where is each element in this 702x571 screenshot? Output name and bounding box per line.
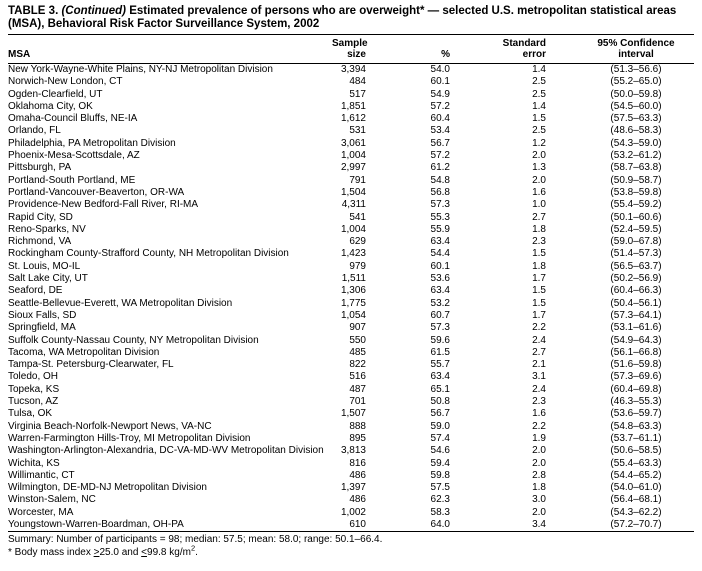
percent-cell: 55.7 bbox=[430, 359, 450, 371]
confidence-interval-cell: (60.4–69.8) bbox=[610, 383, 662, 395]
header-spacer bbox=[380, 35, 464, 50]
percent-cell: 65.1 bbox=[430, 383, 450, 395]
msa-cell: Oklahoma City, OK bbox=[8, 100, 93, 112]
standard-error-cell: 2.4 bbox=[532, 334, 546, 346]
sample-size-cell: 979 bbox=[349, 260, 366, 272]
standard-error-cell: 1.7 bbox=[532, 309, 546, 321]
sample-size-cell: 3,061 bbox=[340, 137, 366, 149]
confidence-interval-cell: (53.6–59.7) bbox=[610, 408, 662, 420]
msa-cell: Portland-South Portland, ME bbox=[8, 174, 136, 186]
confidence-interval-cell: (54.3–62.2) bbox=[610, 506, 662, 518]
confidence-interval-cell: (51.4–57.3) bbox=[610, 248, 662, 260]
table-row bbox=[8, 347, 694, 359]
percent-cell: 60.1 bbox=[430, 76, 450, 88]
msa-cell: Winston-Salem, NC bbox=[8, 494, 96, 506]
confidence-interval-cell: (55.4–59.2) bbox=[610, 199, 662, 211]
standard-error-cell: 1.8 bbox=[532, 260, 546, 272]
msa-cell: Sioux Falls, SD bbox=[8, 309, 77, 321]
table-header bbox=[8, 35, 694, 64]
confidence-interval-cell: (54.0–61.0) bbox=[610, 482, 662, 494]
table-row bbox=[8, 519, 694, 532]
sample-size-cell: 1,423 bbox=[340, 248, 366, 260]
confidence-interval-cell: (52.4–59.5) bbox=[610, 223, 662, 235]
percent-cell: 63.4 bbox=[430, 236, 450, 248]
table-row bbox=[8, 212, 694, 224]
percent-cell: 55.9 bbox=[430, 223, 450, 235]
percent-cell: 54.0 bbox=[430, 64, 450, 75]
table-row bbox=[8, 322, 694, 334]
sample-size-cell: 816 bbox=[349, 457, 366, 469]
standard-error-cell: 1.6 bbox=[532, 408, 546, 420]
standard-error-cell: 2.5 bbox=[532, 88, 546, 100]
percent-cell: 59.0 bbox=[430, 420, 450, 432]
confidence-interval-cell: (55.4–63.3) bbox=[610, 457, 662, 469]
standard-error-cell: 2.3 bbox=[532, 236, 546, 248]
msa-cell: Seaford, DE bbox=[8, 285, 63, 297]
sample-size-cell: 701 bbox=[349, 396, 366, 408]
standard-error-cell: 3.4 bbox=[532, 518, 546, 530]
percent-cell: 55.3 bbox=[430, 211, 450, 223]
sample-size-cell: 486 bbox=[349, 494, 366, 506]
sample-size-cell: 486 bbox=[349, 469, 366, 481]
standard-error-cell: 3.0 bbox=[532, 494, 546, 506]
sample-size-cell: 3,813 bbox=[340, 445, 366, 457]
sample-size-cell: 517 bbox=[349, 88, 366, 100]
percent-cell: 60.7 bbox=[430, 309, 450, 321]
msa-cell: Tampa-St. Petersburg-Clearwater, FL bbox=[8, 359, 174, 371]
confidence-interval-cell: (50.1–60.6) bbox=[610, 211, 662, 223]
column-header-msa: MSA bbox=[8, 49, 332, 64]
gte-symbol: > bbox=[93, 546, 100, 558]
sample-size-cell: 629 bbox=[349, 236, 366, 248]
msa-cell: Portland-Vancouver-Beaverton, OR-WA bbox=[8, 186, 185, 198]
sample-size-cell: 4,311 bbox=[341, 199, 366, 211]
column-header-ci-line1: 95% Confidence bbox=[597, 38, 675, 49]
msa-cell: Willimantic, CT bbox=[8, 469, 75, 481]
header-row-top bbox=[8, 35, 694, 50]
confidence-interval-cell: (54.9–64.3) bbox=[610, 334, 662, 346]
confidence-interval-cell: (50.0–59.8) bbox=[610, 88, 662, 100]
msa-cell: Providence-New Bedford-Fall River, RI-MA bbox=[8, 199, 199, 211]
table-row bbox=[8, 384, 694, 396]
confidence-interval-cell: (55.2–65.0) bbox=[610, 76, 662, 88]
msa-cell: Youngstown-Warren-Boardman, OH-PA bbox=[8, 518, 184, 530]
standard-error-cell: 2.5 bbox=[532, 125, 546, 137]
msa-cell: Rockingham County-Strafford County, NH Metropolitan Division bbox=[8, 248, 289, 260]
percent-cell: 50.8 bbox=[430, 396, 450, 408]
superscript-2: 2 bbox=[190, 543, 196, 553]
standard-error-cell: 2.1 bbox=[532, 359, 546, 371]
msa-cell: Norwich-New London, CT bbox=[8, 76, 123, 88]
standard-error-cell: 1.8 bbox=[532, 482, 546, 494]
msa-cell: Toledo, OH bbox=[8, 371, 59, 383]
table-title-prefix: TABLE 3. bbox=[8, 5, 59, 17]
sample-size-cell: 907 bbox=[349, 322, 366, 334]
standard-error-cell: 1.9 bbox=[532, 432, 546, 444]
standard-error-cell: 2.3 bbox=[532, 396, 546, 408]
table-row bbox=[8, 310, 694, 322]
table-row bbox=[8, 248, 694, 260]
table-row bbox=[8, 236, 694, 248]
table-row bbox=[8, 199, 694, 211]
percent-cell: 58.3 bbox=[430, 506, 450, 518]
confidence-interval-cell: (54.3–59.0) bbox=[610, 137, 662, 149]
standard-error-cell: 2.2 bbox=[532, 420, 546, 432]
msa-cell: Orlando, FL bbox=[8, 125, 61, 137]
sample-size-cell: 1,511 bbox=[341, 273, 366, 285]
msa-cell: Worcester, MA bbox=[8, 506, 74, 518]
msa-cell: Topeka, KS bbox=[8, 383, 60, 395]
msa-cell: Salt Lake City, UT bbox=[8, 273, 88, 285]
msa-cell: Phoenix-Mesa-Scottsdale, AZ bbox=[8, 150, 140, 162]
msa-cell: Seattle-Bellevue-Everett, WA Metropolitan Division bbox=[8, 297, 233, 309]
sample-size-cell: 1,397 bbox=[340, 482, 366, 494]
standard-error-cell: 1.5 bbox=[532, 297, 546, 309]
msa-cell: Wichita, KS bbox=[8, 457, 60, 469]
confidence-interval-cell: (54.8–63.3) bbox=[610, 420, 662, 432]
prevalence-table bbox=[8, 34, 694, 532]
percent-cell: 60.4 bbox=[430, 113, 450, 125]
table-row bbox=[8, 433, 694, 445]
sample-size-cell: 1,504 bbox=[340, 186, 366, 198]
footnote-text: . bbox=[195, 546, 198, 558]
summary-line: Summary: Number of participants = 98; median: 57.5; mean: 58.0; range: 50.1–66.4. bbox=[8, 534, 383, 546]
percent-cell: 63.4 bbox=[430, 285, 450, 297]
table-row bbox=[8, 101, 694, 113]
percent-cell: 53.6 bbox=[430, 273, 450, 285]
confidence-interval-cell: (57.5–63.3) bbox=[610, 113, 662, 125]
table-row bbox=[8, 298, 694, 310]
confidence-interval-cell: (50.2–56.9) bbox=[610, 273, 662, 285]
sample-size-cell: 1,612 bbox=[340, 113, 366, 125]
msa-cell: Tucson, AZ bbox=[8, 396, 59, 408]
standard-error-cell: 1.5 bbox=[532, 285, 546, 297]
msa-cell: Washington-Arlington-Alexandria, DC-VA-MD-WV Metropolitan Division bbox=[8, 445, 324, 457]
table-row bbox=[8, 89, 694, 101]
column-header-percent: % bbox=[380, 49, 464, 64]
standard-error-cell: 1.2 bbox=[532, 137, 546, 149]
column-header-sample-line2: size bbox=[332, 49, 380, 64]
msa-cell: New York-Wayne-White Plains, NY-NJ Metropolitan Division bbox=[8, 64, 273, 75]
confidence-interval-cell: (57.3–69.6) bbox=[610, 371, 662, 383]
sample-size-cell: 1,306 bbox=[340, 285, 366, 297]
sample-size-cell: 822 bbox=[349, 359, 366, 371]
msa-cell: Tulsa, OK bbox=[8, 408, 53, 420]
table-row bbox=[8, 371, 694, 383]
msa-cell: Warren-Farmington Hills-Troy, MI Metropolitan Division bbox=[8, 432, 251, 444]
standard-error-cell: 1.8 bbox=[532, 223, 546, 235]
confidence-interval-cell: (54.4–65.2) bbox=[610, 469, 662, 481]
table-row bbox=[8, 507, 694, 519]
sample-size-cell: 610 bbox=[349, 518, 366, 530]
msa-cell: Virginia Beach-Norfolk-Newport News, VA-NC bbox=[8, 420, 212, 432]
msa-cell: Reno-Sparks, NV bbox=[8, 223, 86, 235]
table-row bbox=[8, 224, 694, 236]
msa-cell: Springfield, MA bbox=[8, 322, 76, 334]
footnote-text: 25.0 and bbox=[99, 546, 142, 558]
msa-cell: St. Louis, MO-IL bbox=[8, 260, 81, 272]
confidence-interval-cell: (56.1–66.8) bbox=[610, 346, 662, 358]
standard-error-cell: 1.5 bbox=[532, 113, 546, 125]
confidence-interval-cell: (54.5–60.0) bbox=[610, 100, 662, 112]
column-header-standard-error-line1: Standard bbox=[502, 38, 546, 49]
standard-error-cell: 2.7 bbox=[532, 346, 546, 358]
table-row bbox=[8, 113, 694, 125]
confidence-interval-cell: (50.4–56.1) bbox=[610, 297, 662, 309]
percent-cell: 61.2 bbox=[430, 162, 450, 174]
msa-cell: Suffolk County-Nassau County, NY Metropolitan Division bbox=[8, 334, 259, 346]
standard-error-cell: 1.4 bbox=[532, 64, 546, 75]
percent-cell: 59.8 bbox=[430, 469, 450, 481]
sample-size-cell: 3,394 bbox=[340, 64, 366, 75]
table-row bbox=[8, 285, 694, 297]
table-row bbox=[8, 162, 694, 174]
standard-error-cell: 1.4 bbox=[532, 100, 546, 112]
percent-cell: 59.6 bbox=[430, 334, 450, 346]
percent-cell: 60.1 bbox=[430, 260, 450, 272]
percent-cell: 57.3 bbox=[430, 322, 450, 334]
sample-size-cell: 1,054 bbox=[340, 309, 366, 321]
confidence-interval-cell: (56.5–63.7) bbox=[610, 260, 662, 272]
footnote-line bbox=[8, 543, 694, 560]
percent-cell: 54.8 bbox=[430, 174, 450, 186]
confidence-interval-cell: (53.8–59.8) bbox=[610, 186, 662, 198]
sample-size-cell: 2,997 bbox=[340, 162, 366, 174]
header-spacer bbox=[8, 35, 332, 50]
table-row bbox=[8, 445, 694, 457]
table-title bbox=[8, 5, 694, 31]
sample-size-cell: 550 bbox=[349, 334, 366, 346]
table-row bbox=[8, 261, 694, 273]
percent-cell: 57.5 bbox=[430, 482, 450, 494]
sample-size-cell: 531 bbox=[349, 125, 366, 137]
table-title-text: Estimated prevalence of persons who are overweight* — selected U.S. metropolitan statistical areas (MSA), Behavioral Risk Factor Surveillance System, 2002 bbox=[8, 5, 677, 30]
column-header-standard-error-line2: error bbox=[464, 49, 564, 64]
percent-cell: 57.3 bbox=[430, 199, 450, 211]
msa-cell: Ogden-Clearfield, UT bbox=[8, 88, 103, 100]
msa-cell: Richmond, VA bbox=[8, 236, 72, 248]
table-row bbox=[8, 150, 694, 162]
percent-cell: 63.4 bbox=[430, 371, 450, 383]
confidence-interval-cell: (60.4–66.3) bbox=[610, 285, 662, 297]
sample-size-cell: 484 bbox=[349, 76, 366, 88]
msa-cell: Rapid City, SD bbox=[8, 211, 73, 223]
table-footer bbox=[8, 532, 694, 559]
percent-cell: 61.5 bbox=[430, 346, 450, 358]
column-header-ci-line2: interval bbox=[564, 49, 694, 64]
table-row bbox=[8, 335, 694, 347]
percent-cell: 59.4 bbox=[430, 457, 450, 469]
confidence-interval-cell: (46.3–55.3) bbox=[610, 396, 662, 408]
column-header-sample-line1: Sample bbox=[332, 38, 368, 49]
msa-cell: Pittsburgh, PA bbox=[8, 162, 72, 174]
standard-error-cell: 2.2 bbox=[532, 322, 546, 334]
percent-cell: 54.9 bbox=[430, 88, 450, 100]
confidence-interval-cell: (48.6–58.3) bbox=[610, 125, 662, 137]
confidence-interval-cell: (57.3–64.1) bbox=[610, 309, 662, 321]
sample-size-cell: 1,851 bbox=[340, 100, 366, 112]
standard-error-cell: 1.0 bbox=[532, 199, 546, 211]
percent-cell: 56.8 bbox=[430, 186, 450, 198]
confidence-interval-cell: (51.6–59.8) bbox=[610, 359, 662, 371]
confidence-interval-cell: (56.4–68.1) bbox=[610, 494, 662, 506]
table-row bbox=[8, 458, 694, 470]
confidence-interval-cell: (50.6–58.5) bbox=[610, 445, 662, 457]
table-title-continued: (Continued) bbox=[61, 5, 126, 17]
percent-cell: 54.4 bbox=[430, 248, 450, 260]
confidence-interval-cell: (51.3–56.6) bbox=[610, 64, 662, 75]
sample-size-cell: 487 bbox=[349, 383, 366, 395]
sample-size-cell: 516 bbox=[349, 371, 366, 383]
table-row bbox=[8, 421, 694, 433]
msa-cell: Philadelphia, PA Metropolitan Division bbox=[8, 137, 176, 149]
percent-cell: 53.2 bbox=[430, 297, 450, 309]
standard-error-cell: 1.3 bbox=[532, 162, 546, 174]
sample-size-cell: 1,002 bbox=[340, 506, 366, 518]
header-row-bottom bbox=[8, 49, 694, 64]
standard-error-cell: 1.7 bbox=[532, 273, 546, 285]
standard-error-cell: 3.1 bbox=[532, 371, 546, 383]
percent-cell: 53.4 bbox=[430, 125, 450, 137]
msa-cell: Wilmington, DE-MD-NJ Metropolitan Division bbox=[8, 482, 207, 494]
msa-cell: Omaha-Council Bluffs, NE-IA bbox=[8, 113, 138, 125]
confidence-interval-cell: (58.7–63.8) bbox=[610, 162, 662, 174]
confidence-interval-cell: (53.2–61.2) bbox=[610, 150, 662, 162]
table-body bbox=[8, 64, 694, 532]
percent-cell: 64.0 bbox=[430, 518, 450, 530]
sample-size-cell: 1,004 bbox=[340, 150, 366, 162]
standard-error-cell: 1.6 bbox=[532, 186, 546, 198]
footnote-text: * Body mass index bbox=[8, 546, 94, 558]
table-row bbox=[8, 359, 694, 371]
footnote-text: 99.8 kg/m bbox=[147, 546, 191, 558]
confidence-interval-cell: (50.9–58.7) bbox=[610, 174, 662, 186]
sample-size-cell: 895 bbox=[349, 432, 366, 444]
sample-size-cell: 485 bbox=[349, 346, 366, 358]
table-row bbox=[8, 273, 694, 285]
standard-error-cell: 2.7 bbox=[532, 211, 546, 223]
standard-error-cell: 2.0 bbox=[532, 445, 546, 457]
confidence-interval-cell: (59.0–67.8) bbox=[610, 236, 662, 248]
percent-cell: 57.4 bbox=[430, 432, 450, 444]
table-row bbox=[8, 138, 694, 150]
table-row bbox=[8, 482, 694, 494]
standard-error-cell: 2.0 bbox=[532, 457, 546, 469]
standard-error-cell: 2.0 bbox=[532, 174, 546, 186]
standard-error-cell: 2.4 bbox=[532, 383, 546, 395]
table-row bbox=[8, 187, 694, 199]
percent-cell: 57.2 bbox=[430, 150, 450, 162]
sample-size-cell: 791 bbox=[349, 174, 366, 186]
percent-cell: 57.2 bbox=[430, 100, 450, 112]
table-row bbox=[8, 494, 694, 506]
confidence-interval-cell: (53.1–61.6) bbox=[610, 322, 662, 334]
standard-error-cell: 2.5 bbox=[532, 76, 546, 88]
percent-cell: 56.7 bbox=[430, 137, 450, 149]
standard-error-cell: 2.8 bbox=[532, 469, 546, 481]
msa-cell: Tacoma, WA Metropolitan Division bbox=[8, 346, 160, 358]
percent-cell: 54.6 bbox=[430, 445, 450, 457]
sample-size-cell: 1,775 bbox=[340, 297, 366, 309]
sample-size-cell: 888 bbox=[349, 420, 366, 432]
table-row bbox=[8, 470, 694, 482]
percent-cell: 62.3 bbox=[430, 494, 450, 506]
percent-cell: 56.7 bbox=[430, 408, 450, 420]
sample-size-cell: 1,004 bbox=[340, 223, 366, 235]
table-row bbox=[8, 408, 694, 420]
confidence-interval-cell: (57.2–70.7) bbox=[610, 518, 662, 530]
table-row bbox=[8, 64, 694, 77]
sample-size-cell: 541 bbox=[349, 211, 366, 223]
table-row bbox=[8, 125, 694, 137]
table-row bbox=[8, 175, 694, 187]
lte-symbol: < bbox=[141, 546, 148, 558]
table-row bbox=[8, 396, 694, 408]
table-row bbox=[8, 76, 694, 88]
standard-error-cell: 1.5 bbox=[532, 248, 546, 260]
standard-error-cell: 2.0 bbox=[532, 506, 546, 518]
standard-error-cell: 2.0 bbox=[532, 150, 546, 162]
confidence-interval-cell: (53.7–61.1) bbox=[610, 432, 662, 444]
sample-size-cell: 1,507 bbox=[340, 408, 366, 420]
